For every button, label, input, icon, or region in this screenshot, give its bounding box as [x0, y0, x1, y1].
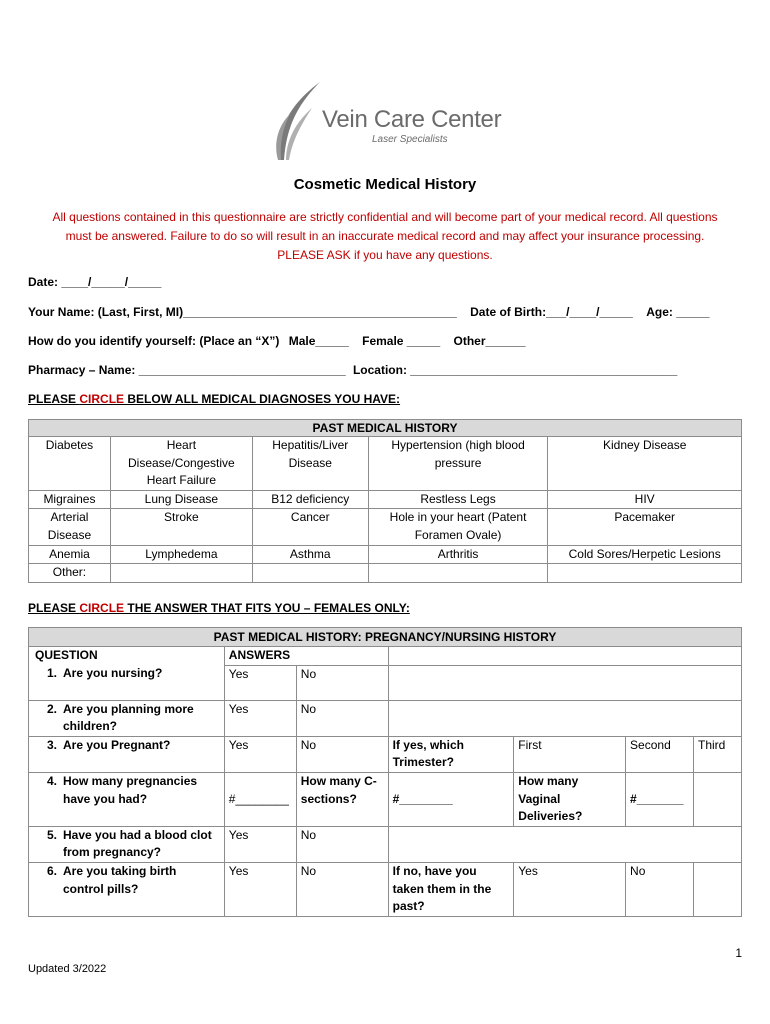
question-cell	[29, 736, 225, 772]
diagnosis-cell[interactable]: Hepatitis/Liver Disease	[252, 437, 368, 491]
pregnancies-count-field[interactable]: #________	[224, 772, 296, 826]
blank-cell[interactable]	[368, 564, 548, 583]
diagnosis-cell[interactable]: Arthritis	[368, 545, 548, 564]
clinic-logo	[272, 80, 512, 162]
logo-tagline: Laser Specialists	[372, 134, 448, 145]
diagnosis-cell[interactable]: Asthma	[252, 545, 368, 564]
answer-no[interactable]: No	[300, 666, 317, 681]
blank-cell	[388, 647, 741, 701]
male-option[interactable]: Male_____	[288, 334, 349, 348]
instruction-circle-word: CIRCLE	[79, 392, 125, 406]
diagnosis-cell[interactable]: Heart Disease/Congestive Heart Failure	[110, 437, 252, 491]
blank-cell	[388, 700, 741, 736]
instruction-circle-word: CIRCLE	[79, 601, 125, 615]
blank-cell	[694, 772, 742, 826]
female-option[interactable]: Female _____	[362, 334, 441, 348]
blank-cell[interactable]	[252, 564, 368, 583]
question-cell	[29, 772, 225, 826]
question-number: 6.	[46, 863, 57, 878]
answer-no[interactable]: No	[296, 862, 388, 916]
diagnosis-cell[interactable]: Lymphedema	[110, 545, 252, 564]
page-number: 1	[735, 946, 742, 960]
identify-row	[28, 334, 526, 348]
table-row	[29, 736, 742, 772]
table-row	[29, 772, 742, 826]
question-column-label: QUESTION	[35, 648, 98, 662]
diagnosis-cell[interactable]: HIV	[548, 490, 742, 509]
blank-cell[interactable]	[548, 564, 742, 583]
question-cell	[29, 647, 225, 701]
question-number: 3.	[46, 737, 57, 752]
diagnosis-cell[interactable]: Stroke	[110, 509, 252, 545]
answer-yes[interactable]: Yes	[514, 862, 626, 916]
question-text: Have you had a blood clot from pregnancy?	[63, 827, 212, 860]
instruction-text: PLEASE	[28, 601, 80, 615]
answer-yes[interactable]: Yes	[224, 736, 296, 772]
table-row	[29, 647, 742, 701]
page-title: Cosmetic Medical History	[293, 176, 477, 193]
leaf-logo-icon	[272, 80, 324, 162]
name-field[interactable]: Your Name: (Last, First, MI)_________________________________________	[28, 305, 457, 319]
confidentiality-notice	[20, 208, 750, 265]
diagnosis-cell[interactable]: Pacemaker	[548, 509, 742, 545]
answer-second[interactable]: Second	[626, 736, 694, 772]
vaginal-deliveries-count-field[interactable]: #_______	[626, 772, 694, 826]
instruction-text: BELOW ALL MEDICAL DIAGNOSES YOU HAVE:	[124, 392, 401, 406]
table-row	[29, 700, 742, 736]
name-dob-row	[28, 305, 710, 319]
answer-third[interactable]: Third	[694, 736, 742, 772]
diagnosis-cell[interactable]: Anemia	[29, 545, 111, 564]
table-row	[29, 545, 742, 564]
question-number: 5.	[46, 827, 57, 842]
question-text: How many pregnancies have you had?	[63, 773, 198, 806]
question-cell	[29, 826, 225, 862]
blank-cell	[694, 862, 742, 916]
blank-cell[interactable]	[110, 564, 252, 583]
past-medical-history-table	[28, 419, 742, 583]
diagnosis-cell[interactable]: Cancer	[252, 509, 368, 545]
age-field[interactable]: Age: _____	[646, 305, 710, 319]
answer-yes[interactable]: Yes	[224, 826, 296, 862]
diagnosis-cell[interactable]: B12 deficiency	[252, 490, 368, 509]
identify-label: How do you identify yourself: (Place an “X”)	[28, 334, 280, 348]
diagnosis-cell[interactable]: Hole in your heart (Patent Foramen Ovale)	[368, 509, 548, 545]
table-row	[29, 437, 742, 491]
instruction-text: THE ANSWER THAT FITS YOU – FEMALES ONLY:	[124, 601, 410, 615]
table-header: PAST MEDICAL HISTORY: PREGNANCY/NURSING HISTORY	[29, 628, 742, 647]
table-row	[29, 564, 742, 583]
notice-line: must be answered. Failure to do so will result in an inaccurate medical record and may affect your insurance processing.	[65, 229, 705, 243]
table-row	[29, 862, 742, 916]
question-text: Are you planning more children?	[63, 701, 194, 734]
table-row	[29, 490, 742, 509]
c-sections-question: How many C-sections?	[296, 772, 388, 826]
instruction-text: PLEASE	[28, 392, 80, 406]
diagnosis-cell[interactable]: Hypertension (high blood pressure	[368, 437, 548, 491]
answer-no[interactable]: No	[296, 736, 388, 772]
question-number: 4.	[46, 773, 57, 788]
table-row	[29, 826, 742, 862]
question-number: 1.	[46, 665, 57, 680]
other-option[interactable]: Other______	[453, 334, 526, 348]
date-field[interactable]	[28, 275, 161, 289]
diagnosis-cell[interactable]: Restless Legs	[368, 490, 548, 509]
blank-cell	[388, 826, 741, 862]
table-header: PAST MEDICAL HISTORY	[29, 420, 742, 437]
diagnoses-instruction	[28, 392, 400, 406]
pregnancy-history-table	[28, 627, 742, 917]
question-text: Are you nursing?	[63, 665, 163, 680]
question-number: 2.	[46, 701, 57, 716]
answer-yes[interactable]: Yes	[224, 700, 296, 736]
diagnosis-cell[interactable]: Diabetes	[29, 437, 111, 491]
diagnosis-cell[interactable]: Kidney Disease	[548, 437, 742, 491]
answer-first[interactable]: First	[514, 736, 626, 772]
c-sections-count-field[interactable]: #________	[388, 772, 514, 826]
diagnosis-cell[interactable]: Migraines	[29, 490, 111, 509]
pharmacy-name-field[interactable]: Pharmacy – Name: _______________________________	[28, 363, 346, 377]
question-cell	[29, 700, 225, 736]
date-label: Date: ____/_____/_____	[28, 275, 162, 289]
question-text: Are you taking birth control pills?	[63, 863, 177, 896]
logo-name: Vein Care Center	[322, 106, 502, 133]
answer-no[interactable]: No	[296, 700, 388, 736]
answers-cell	[224, 647, 388, 701]
answer-yes[interactable]: Yes	[224, 862, 296, 916]
diagnosis-cell[interactable]: Cold Sores/Herpetic Lesions	[548, 545, 742, 564]
notice-line: PLEASE ASK if you have any questions.	[277, 248, 493, 262]
question-cell	[29, 862, 225, 916]
females-instruction	[28, 601, 410, 615]
dob-field[interactable]: Date of Birth:___/____/_____	[470, 305, 633, 319]
diagnosis-cell[interactable]: Arterial Disease	[29, 509, 111, 545]
question-text: Are you Pregnant?	[63, 737, 171, 752]
pharmacy-location-field[interactable]: Location: ________________________________________	[352, 363, 678, 377]
answers-column-label: ANSWERS	[228, 648, 291, 662]
updated-date: Updated 3/2022	[28, 963, 107, 975]
trimester-question: If yes, which Trimester?	[388, 736, 514, 772]
table-row	[29, 509, 742, 545]
notice-line: All questions contained in this questionnaire are strictly confidential and will become part of your medical record. All questions	[52, 210, 718, 224]
answer-no[interactable]: No	[626, 862, 694, 916]
answer-yes[interactable]: Yes	[225, 666, 297, 700]
vaginal-deliveries-question: How many Vaginal Deliveries?	[514, 772, 626, 826]
past-use-question: If no, have you taken them in the past?	[388, 862, 514, 916]
answer-no[interactable]: No	[296, 826, 388, 862]
other-cell[interactable]: Other:	[29, 564, 111, 583]
diagnosis-cell[interactable]: Lung Disease	[110, 490, 252, 509]
pharmacy-row	[28, 363, 677, 377]
